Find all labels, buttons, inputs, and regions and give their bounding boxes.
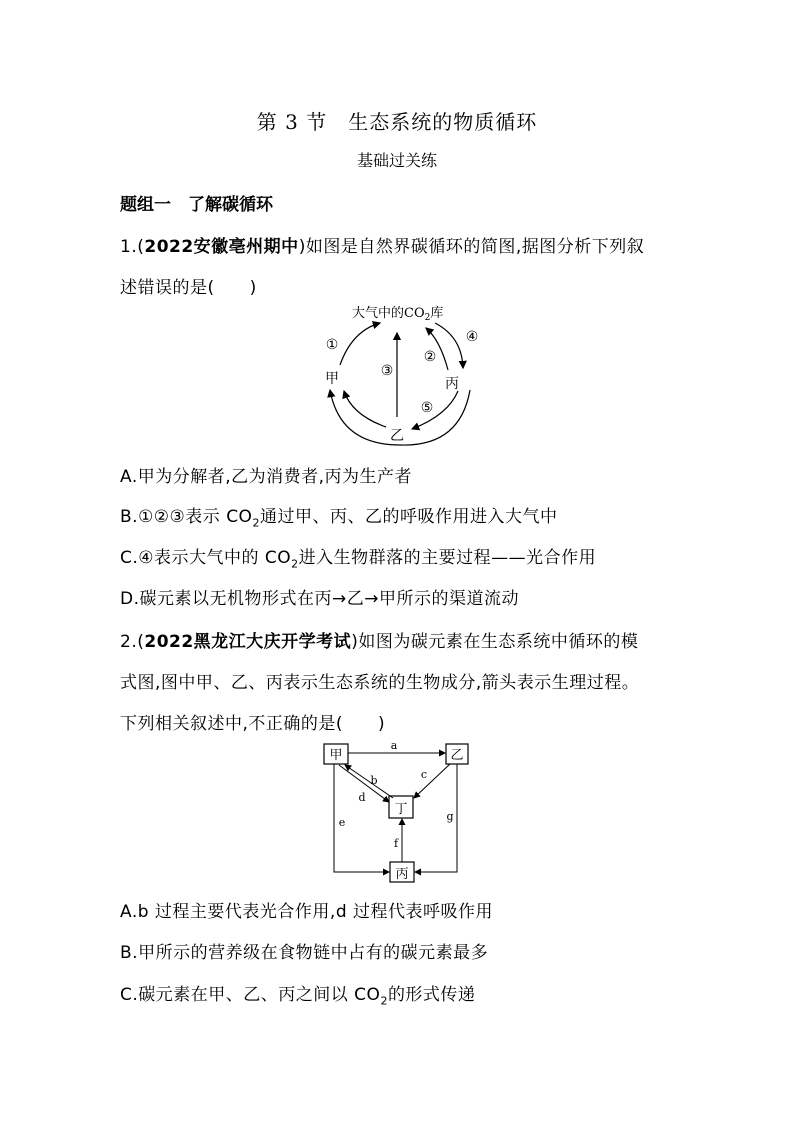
group-title: 题组一 了解碳循环 bbox=[120, 195, 273, 215]
node-jia: 甲 bbox=[329, 748, 343, 763]
arrow-label-5: ⑤ bbox=[420, 400, 434, 416]
arrow-b bbox=[345, 765, 393, 798]
arrow-label-c: c bbox=[420, 768, 428, 781]
arrow-label-b: b bbox=[370, 774, 378, 787]
q1-option-c: C.④表示大气中的 $CO_2$进入生物群落的主要过程——光合作用 bbox=[120, 548, 597, 571]
arrow-label-e: e bbox=[338, 816, 346, 829]
node-ding: 丁 bbox=[394, 802, 408, 817]
section-title: 第 3 节 生态系统的物质循环 bbox=[256, 110, 538, 134]
q1-option-a: A.甲为分解者,乙为消费者,丙为生产者 bbox=[120, 467, 413, 487]
q1-stem-line1 bbox=[120, 232, 644, 257]
node-jia: 甲 bbox=[325, 371, 339, 387]
arrow-label-4: ④ bbox=[465, 329, 479, 345]
arrow-label-3: ③ bbox=[380, 363, 394, 379]
node-bing: 丙 bbox=[445, 376, 459, 392]
arrow-label-2: ② bbox=[423, 349, 437, 365]
q1-option-d: D.碳元素以无机物形式在丙→乙→甲所示的渠道流动 bbox=[120, 589, 519, 609]
q2-stem-line3: 下列相关叙述中,不正确的是( ) bbox=[120, 714, 386, 734]
q2-option-c: C.碳元素在甲、乙、丙之间以 $CO_2$的形式传递 bbox=[120, 985, 476, 1008]
q1-number: 1.( bbox=[120, 237, 145, 257]
arrow-inner bbox=[344, 391, 386, 427]
node-bing: 丙 bbox=[395, 867, 409, 882]
q1-option-b: B.①②③表示 $CO_2$通过甲、丙、乙的呼吸作用进入大气中 bbox=[120, 507, 558, 530]
q2-number: 2.( bbox=[120, 632, 145, 652]
arrow-label-f: f bbox=[393, 837, 399, 850]
q2-option-b: B.甲所示的营养级在食物链中占有的碳元素最多 bbox=[120, 943, 489, 963]
q1-close: ) bbox=[298, 237, 306, 257]
node-yi: 乙 bbox=[390, 428, 404, 444]
arrow-1 bbox=[340, 323, 380, 365]
arrow-label-a: a bbox=[390, 739, 398, 752]
arrow-label-1: ① bbox=[325, 337, 339, 353]
atmosphere-co2-label: 大气中的$CO_2$库 bbox=[352, 306, 444, 323]
q1-stem-text: 如图是自然界碳循环的简图,据图分析下列叙 bbox=[305, 237, 645, 257]
arrow-c bbox=[414, 764, 450, 798]
arrow-5 bbox=[412, 391, 458, 429]
q2-stem-text: 如图为碳元素在生态系统中循环的模 bbox=[358, 632, 639, 652]
arrow-label-d: d bbox=[358, 791, 366, 804]
q2-option-a: A.b 过程主要代表光合作用,d 过程代表呼吸作用 bbox=[120, 902, 494, 922]
arrow-label-g: g bbox=[446, 810, 454, 823]
q1-stem-line2: 述错误的是( ) bbox=[120, 278, 257, 298]
carbon-model-diagram bbox=[316, 738, 476, 890]
q2-stem-line2: 式图,图中甲、乙、丙表示生态系统的生物成分,箭头表示生理过程。 bbox=[120, 673, 640, 693]
q2-stem-line1 bbox=[120, 627, 638, 652]
node-yi: 乙 bbox=[450, 748, 464, 763]
q2-source: 2022黑龙江大庆开学考试 bbox=[144, 632, 352, 652]
subtitle: 基础过关练 bbox=[356, 151, 437, 170]
carbon-cycle-diagram bbox=[300, 295, 500, 447]
q1-source: 2022安徽亳州期中 bbox=[144, 237, 299, 257]
q2-close: ) bbox=[351, 632, 359, 652]
